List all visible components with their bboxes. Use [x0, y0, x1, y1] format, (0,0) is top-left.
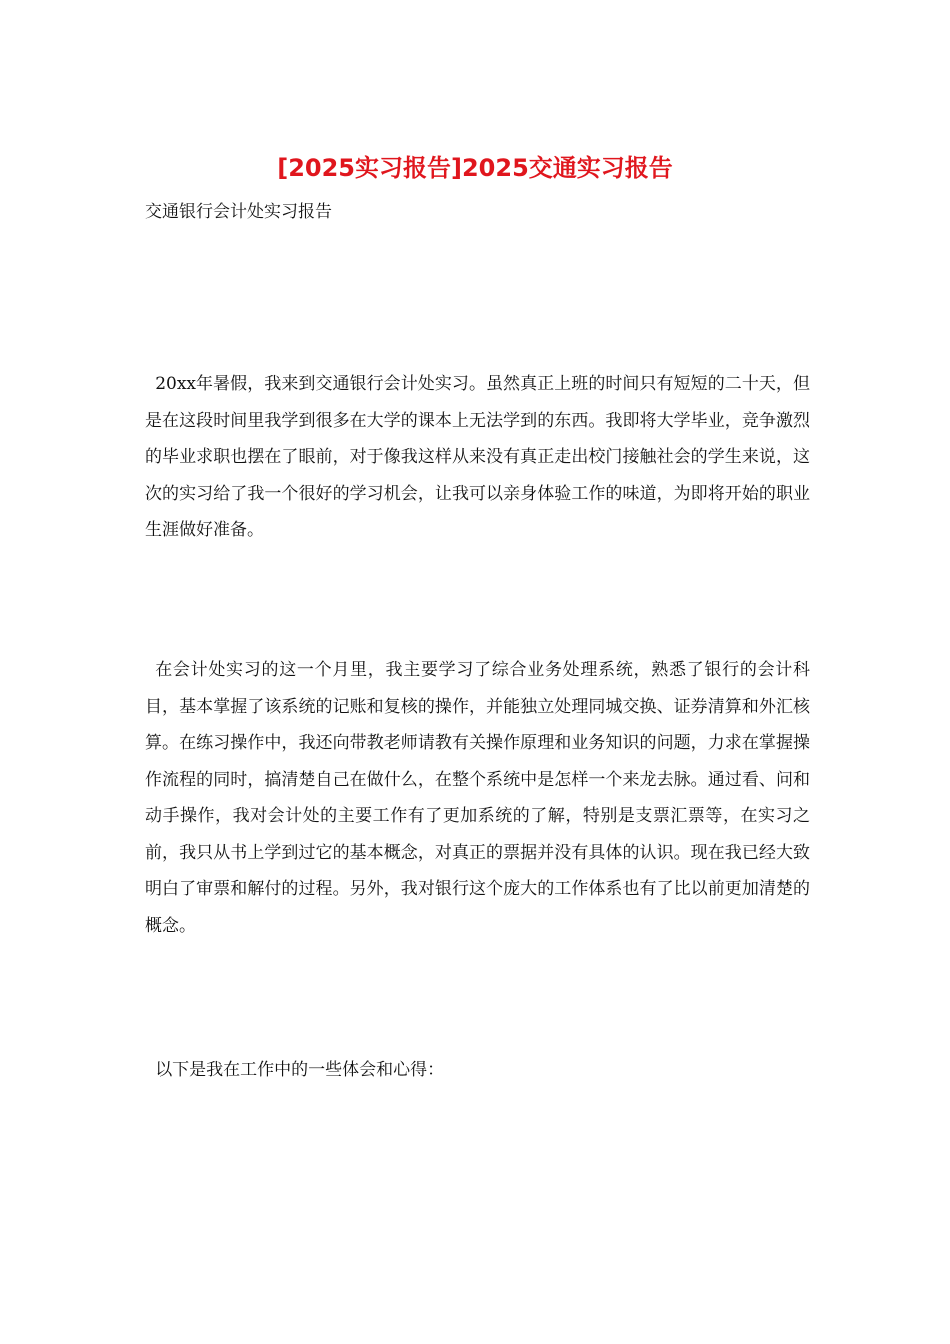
- document-subtitle: 交通银行会计处实习报告: [145, 202, 332, 222]
- document-title: [2025实习报告]2025交通实习报告: [277, 154, 673, 182]
- paragraph-3: 以下是我在工作中的一些体会和心得：: [155, 1060, 445, 1080]
- paragraph-2: 在会计处实习的这一个月里，我主要学习了综合业务处理系统，熟悉了银行的会计科目，基本掌握了该系统的记账和复核的操作，并能独立处理同城交换、证券清算和外汇核算。在练习操作中，我还向带教老师请教有关操作原理和业务知识的问题，力求在掌握操作流程的同时，搞清楚自己在做什么，在整个系统中是怎样一个来龙去脉。通过看、问和动手操作，我对会计处的主要工作有了更加系统的了解，特别是支票汇票等，在实习之前，我只从书上学到过它的基本概念，对真正的票据并没有具体的认识。现在我已经大致明白了审票和解付的过程。另外，我对银行这个庞大的工作体系也有了比以前更加清楚的概念。: [145, 660, 810, 936]
- paragraph-1: 20xx年暑假，我来到交通银行会计处实习。虽然真正上班的时间只有短短的二十天，但是在这段时间里我学到很多在大学的课本上无法学到的东西。我即将大学毕业，竞争激烈的毕业求职也摆在了眼前，对于像我这样从来没有真正走出校门接触社会的学生来说，这次的实习给了我一个很好的学习机会，让我可以亲身体验工作的味道，为即将开始的职业生涯做好准备。: [145, 374, 810, 540]
